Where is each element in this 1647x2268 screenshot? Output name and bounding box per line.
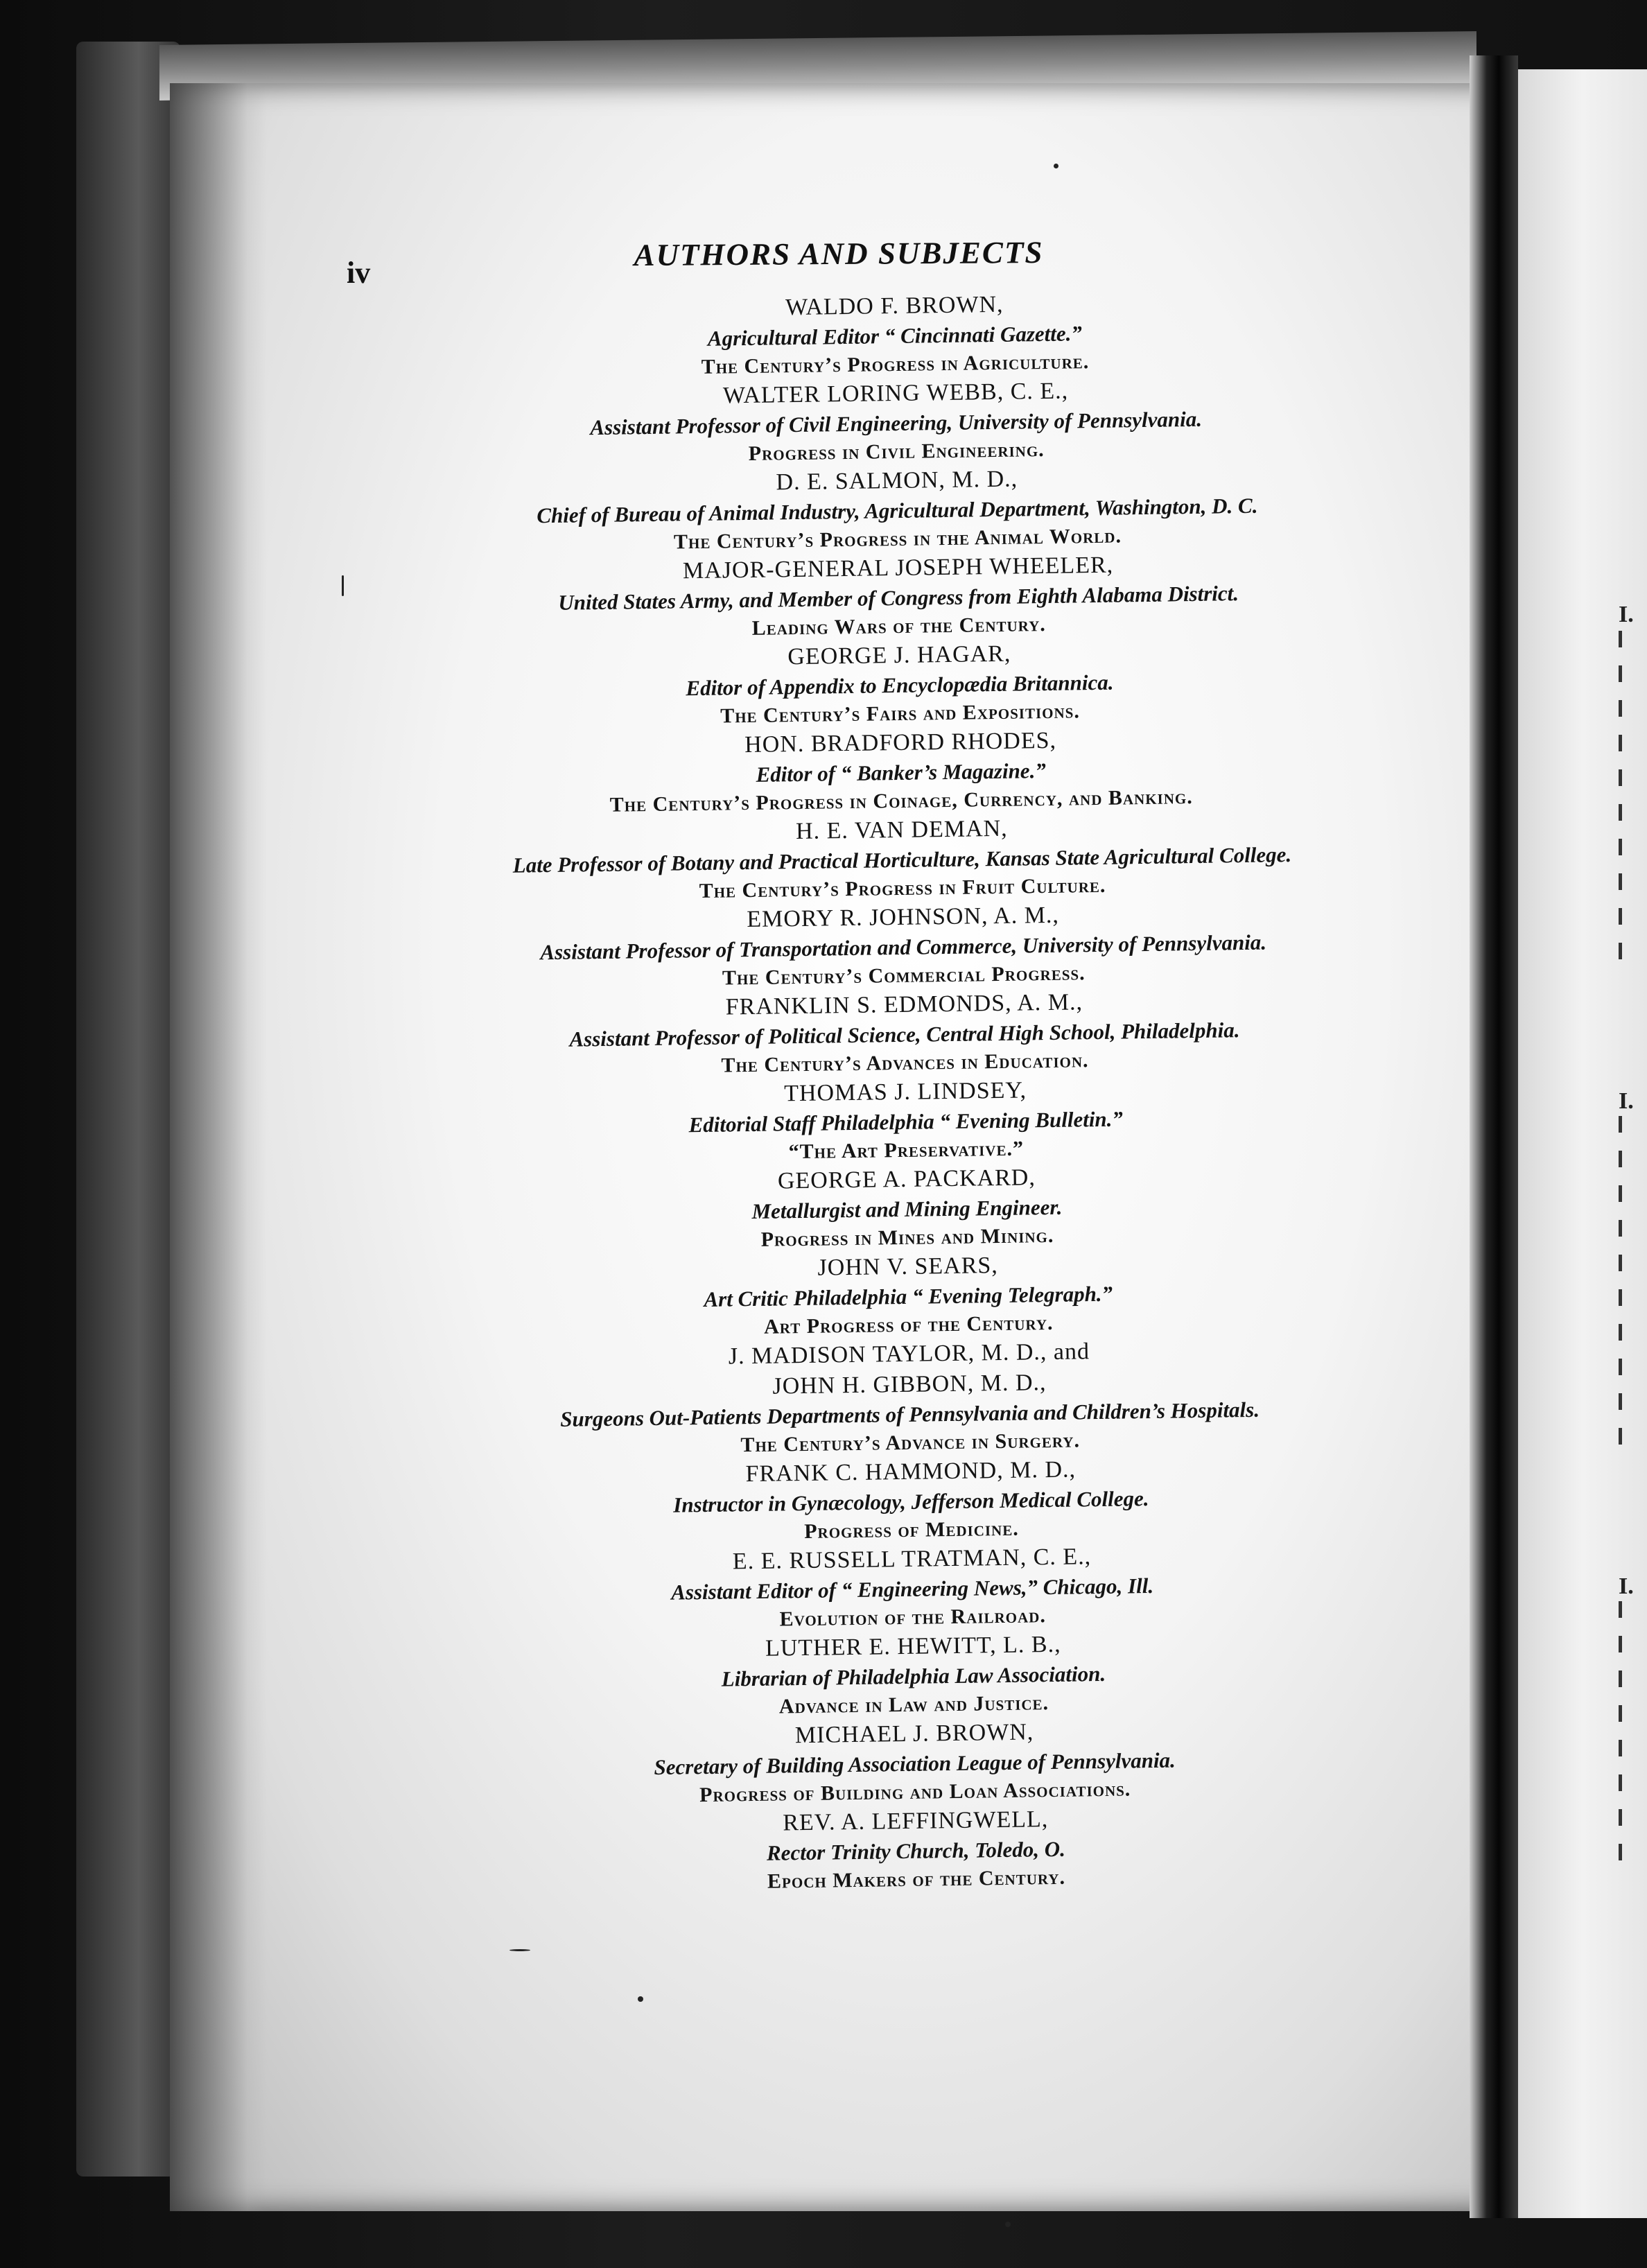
subject-title: Leading Wars of the Century. xyxy=(751,612,1047,640)
author-title: Editor of “ Banker’s Magazine.” xyxy=(756,758,1047,787)
author-entry xyxy=(397,896,1410,997)
author-title: United States Army, and Member of Congress from Eighth Alabama District. xyxy=(558,581,1239,615)
author-entry xyxy=(396,808,1409,909)
author-name: EMORY R. JOHNSON, A. M., xyxy=(747,902,1060,933)
subject-title: Epoch Makers of the Century. xyxy=(767,1865,1066,1893)
author-title: Secretary of Building Association League of Pennsylvania. xyxy=(654,1747,1176,1780)
author-title: Instructor in Gynæcology, Jefferson Medical College. xyxy=(673,1486,1149,1517)
facing-page-mark: I. xyxy=(1619,1573,1634,1599)
print-speck xyxy=(342,575,344,596)
print-speck xyxy=(638,1996,643,2002)
author-entry xyxy=(403,1332,1416,1464)
author-name: FRANKLIN S. EDMONDS, A. M., xyxy=(725,989,1083,1020)
subject-title: Evolution of the Railroad. xyxy=(779,1604,1047,1631)
print-speck xyxy=(1005,2222,1011,2227)
subject-title: The Century’s Progress in the Animal World. xyxy=(673,524,1122,554)
author-title: Librarian of Philadelphia Law Association. xyxy=(721,1661,1106,1691)
author-title: Chief of Bureau of Animal Industry, Agricultural Department, Washington, D. C. xyxy=(537,493,1258,528)
facing-page-mark: I. xyxy=(1619,1088,1634,1114)
author-name: JOHN H. GIBBON, M. D., xyxy=(772,1370,1047,1399)
author-name: THOMAS J. LINDSEY, xyxy=(783,1077,1027,1107)
subject-title: The Century’s Advances in Education. xyxy=(721,1049,1089,1077)
author-title: Editor of Appendix to Encyclopædia Britannica. xyxy=(686,670,1114,701)
author-name: MAJOR-GENERAL JOSEPH WHEELER, xyxy=(682,552,1114,584)
author-title: Assistant Professor of Civil Engineering, University of Pennsylvania. xyxy=(590,406,1203,440)
author-name: HON. BRADFORD RHODES, xyxy=(744,727,1057,758)
page-heading: AUTHORS AND SUBJECTS xyxy=(634,234,1044,273)
author-name: H. E. VAN DEMAN, xyxy=(795,815,1008,845)
subject-title: The Century’s Commercial Progress. xyxy=(722,961,1086,990)
author-name: J. MADISON TAYLOR, M. D., and xyxy=(728,1338,1090,1370)
author-name: GEORGE A. PACKARD, xyxy=(777,1164,1036,1194)
author-title: Agricultural Editor “ Cincinnati Gazette.” xyxy=(707,321,1083,351)
subject-title: Art Progress of the Century. xyxy=(763,1311,1054,1338)
subject-title: The Century’s Advance in Surgery. xyxy=(740,1429,1081,1457)
author-entry xyxy=(393,634,1406,735)
subject-title: Progress of Medicine. xyxy=(803,1517,1019,1543)
author-name: JOHN V. SEARS, xyxy=(817,1253,999,1281)
author-entry xyxy=(394,721,1408,822)
subject-title: Advance in Law and Justice. xyxy=(778,1691,1049,1718)
author-name: D. E. SALMON, M. D., xyxy=(776,466,1018,496)
author-name: WALTER LORING WEBB, C. E., xyxy=(722,378,1069,409)
book-gutter xyxy=(1470,55,1518,2218)
author-entry xyxy=(405,1450,1418,1551)
author-entries-list xyxy=(388,284,1422,1901)
author-title: Art Critic Philadelphia “ Evening Telegraph.” xyxy=(704,1281,1113,1311)
subject-title: “The Art Preservative.” xyxy=(788,1137,1025,1164)
author-entry xyxy=(392,546,1405,647)
author-name: WALDO F. BROWN, xyxy=(785,291,1004,321)
author-title: Assistant Professor of Transportation and Commerce, University of Pennsylvania. xyxy=(540,930,1267,965)
print-speck xyxy=(509,1949,530,1951)
author-entry xyxy=(410,1799,1423,1901)
author-title: Surgeons Out-Patients Departments of Pennsylvania and Children’s Hospitals. xyxy=(560,1397,1260,1431)
author-entry xyxy=(391,459,1404,560)
author-entry xyxy=(399,1070,1413,1171)
author-name: MICHAEL J. BROWN, xyxy=(794,1719,1034,1749)
author-entry xyxy=(390,372,1403,473)
author-name: LUTHER E. HEWITT, L. B., xyxy=(765,1631,1061,1661)
book-spine xyxy=(76,42,180,2177)
subject-title: The Century’s Progress in Fruit Culture. xyxy=(699,873,1106,903)
author-entry xyxy=(401,1158,1414,1259)
author-name: GEORGE J. HAGAR, xyxy=(787,640,1011,670)
subject-title: The Century’s Progress in Coinage, Currency, and Banking. xyxy=(609,785,1193,817)
facing-page-mark: I. xyxy=(1619,602,1634,627)
author-title: Metallurgist and Mining Engineer. xyxy=(751,1194,1063,1223)
author-entry xyxy=(388,284,1402,385)
author-entry xyxy=(401,1245,1415,1346)
author-name: FRANK C. HAMMOND, M. D., xyxy=(745,1456,1077,1488)
author-title: Assistant Editor of “ Engineering News,” Chicago, Ill. xyxy=(670,1573,1154,1605)
author-entry xyxy=(406,1537,1419,1639)
author-title: Assistant Professor of Political Science, Central High School, Philadelphia. xyxy=(569,1018,1240,1052)
facing-page-text-fragments xyxy=(1619,0,1647,2268)
author-title: Rector Trinity Church, Toledo, O. xyxy=(766,1836,1066,1865)
subject-title: Progress in Civil Engineering. xyxy=(748,437,1045,465)
subject-title: The Century’s Progress in Agriculture. xyxy=(701,350,1090,378)
author-entry xyxy=(398,983,1411,1084)
author-entry xyxy=(407,1625,1420,1726)
page-number: iv xyxy=(347,256,371,290)
author-name: REV. A. LEFFINGWELL, xyxy=(783,1806,1049,1836)
author-title: Editorial Staff Philadelphia “ Evening Bulletin.” xyxy=(688,1106,1124,1137)
author-title: Late Professor of Botany and Practical Horticulture, Kansas State Agricultural College. xyxy=(512,842,1292,878)
print-speck xyxy=(1054,164,1058,168)
author-name: E. E. RUSSELL TRATMAN, C. E., xyxy=(732,1544,1092,1575)
subject-title: Progress in Mines and Mining. xyxy=(760,1223,1054,1251)
subject-title: Progress of Building and Loan Associations. xyxy=(699,1777,1131,1807)
subject-title: The Century’s Fairs and Expositions. xyxy=(720,699,1081,728)
author-entry xyxy=(408,1712,1422,1813)
page-binding-shadow xyxy=(170,83,267,2211)
